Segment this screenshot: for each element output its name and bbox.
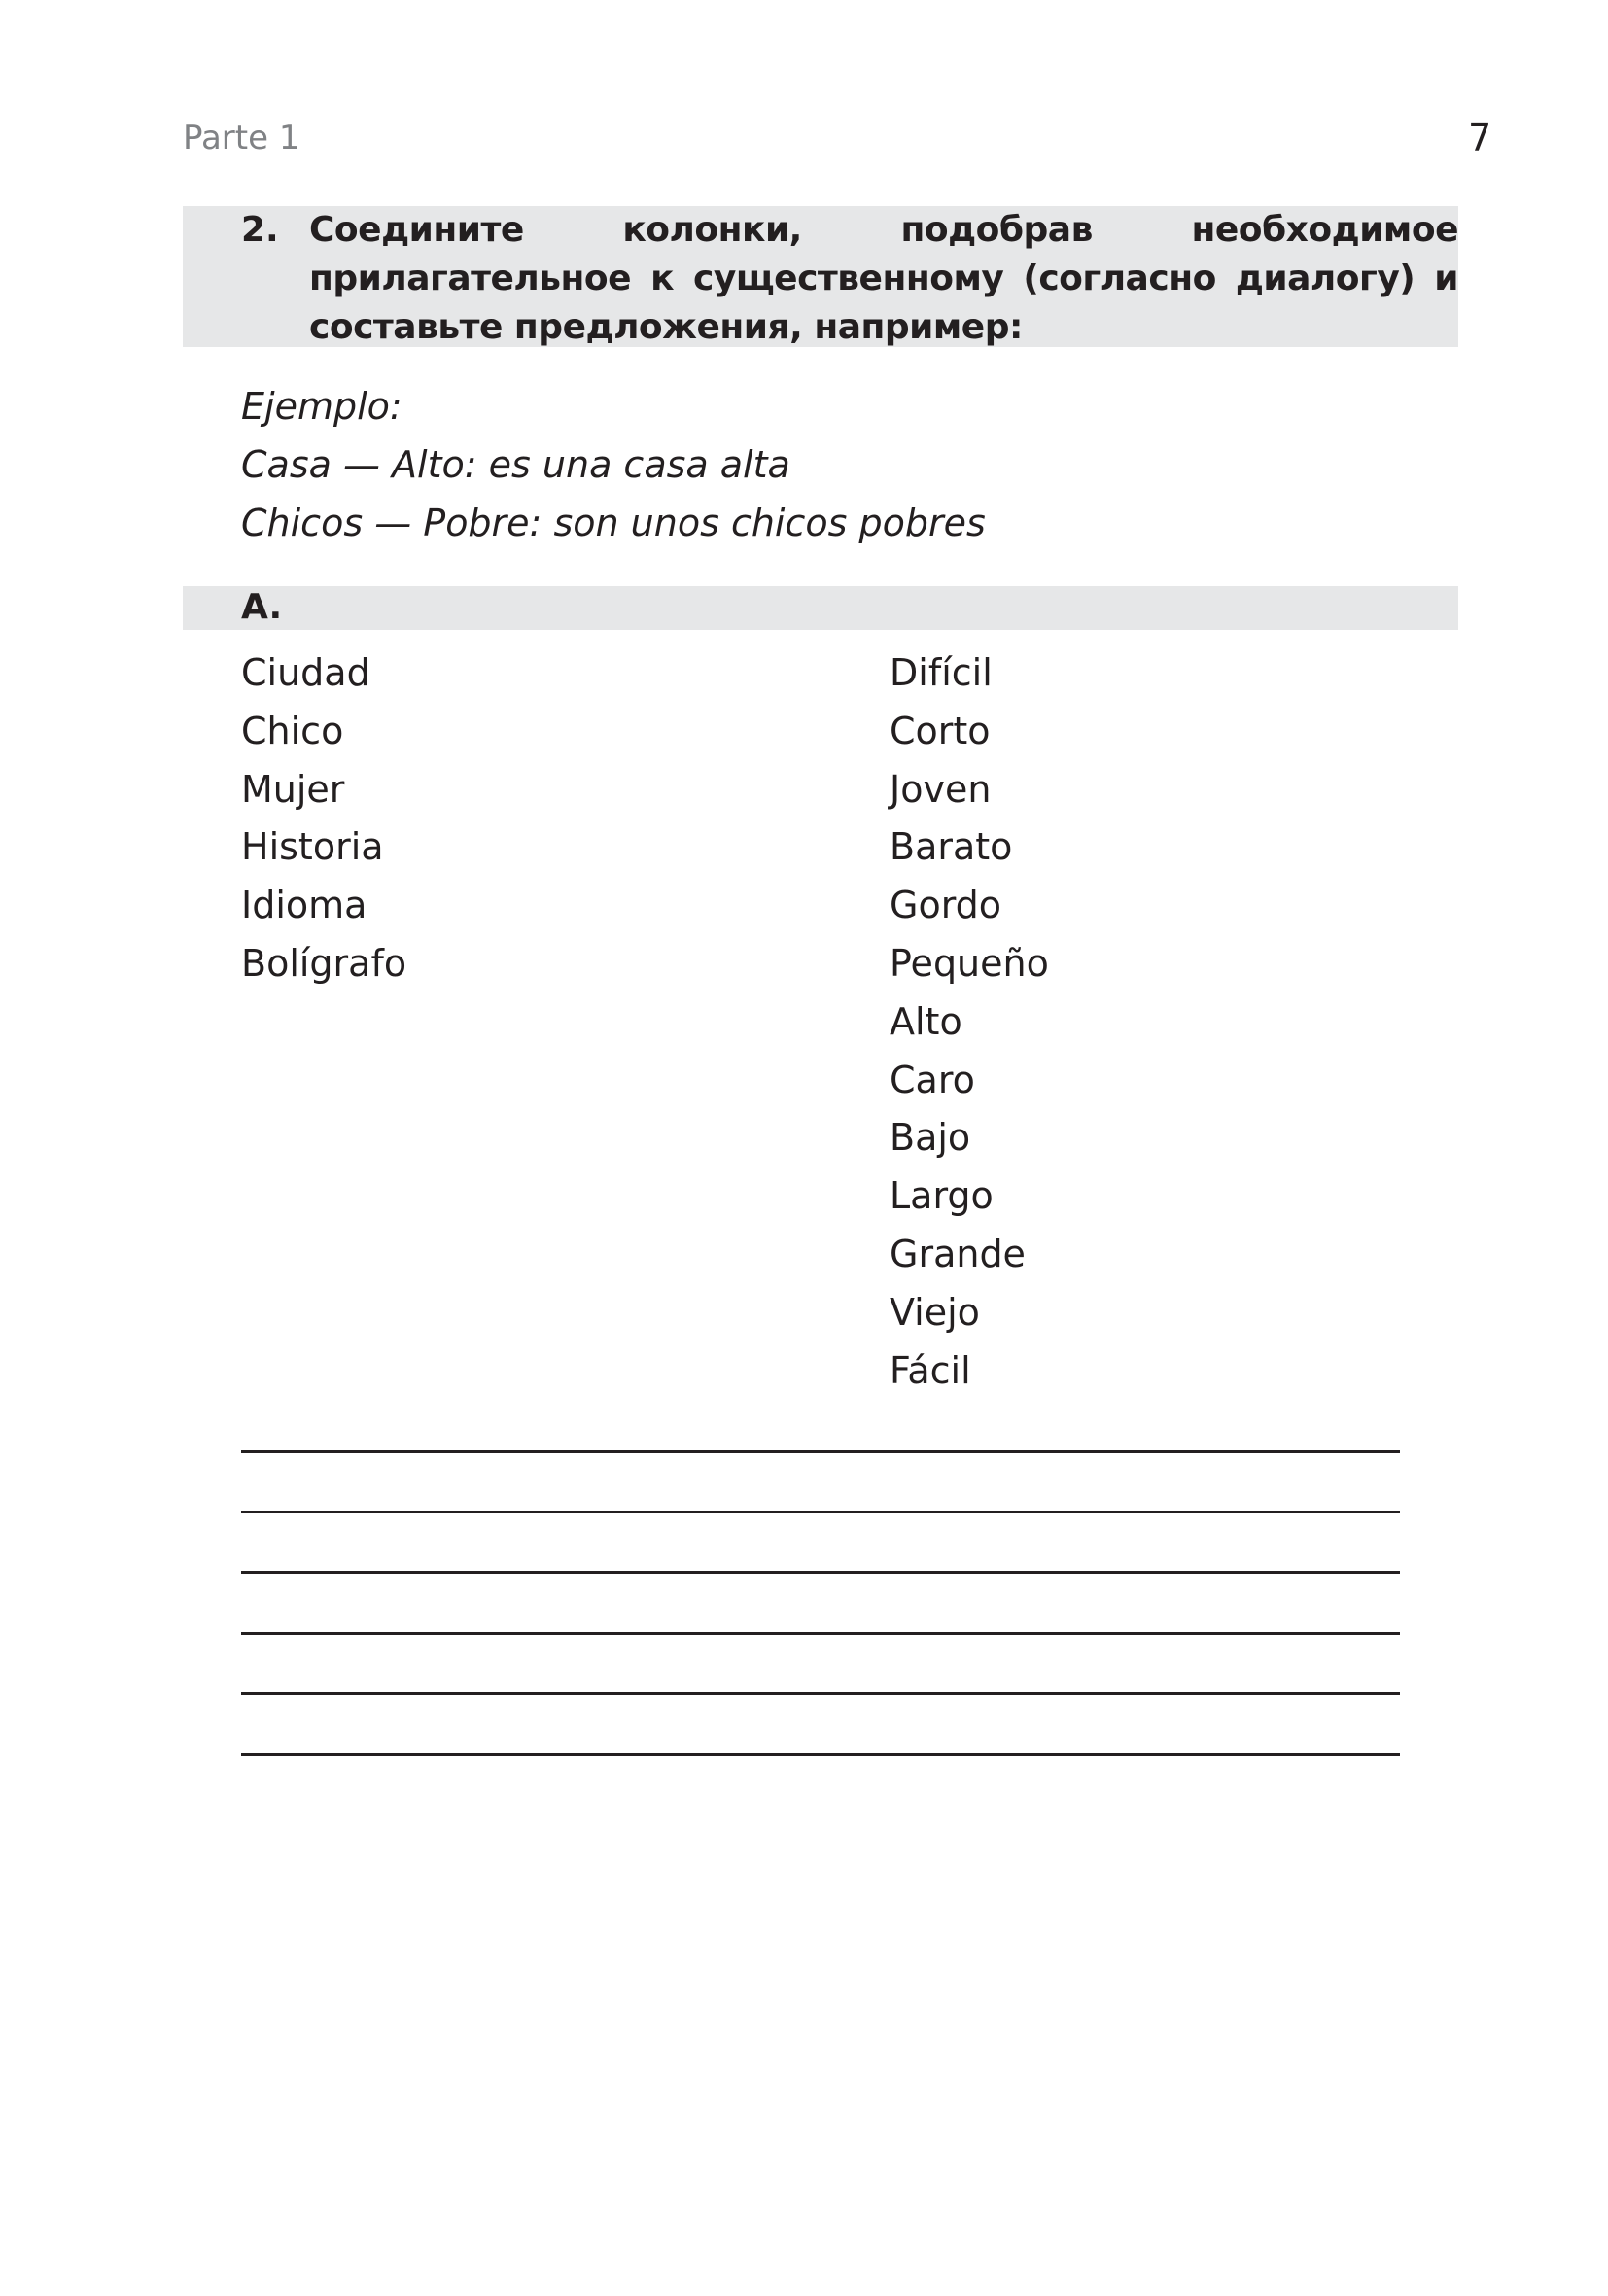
adjective-item: Difícil bbox=[890, 651, 993, 694]
adjective-item: Alto bbox=[890, 999, 962, 1043]
answer-line[interactable] bbox=[241, 1692, 1400, 1695]
adjective-item: Viejo bbox=[890, 1290, 980, 1334]
example-line: Chicos — Pobre: son unos chicos pobres bbox=[241, 502, 986, 544]
example-line: Casa — Alto: es una casa alta bbox=[241, 443, 790, 486]
adjective-item: Joven bbox=[890, 767, 992, 811]
section-label: A. bbox=[241, 587, 283, 627]
example-label: Ejemplo: bbox=[241, 385, 402, 428]
running-header-section: Parte 1 bbox=[183, 119, 300, 157]
answer-line[interactable] bbox=[241, 1571, 1400, 1574]
noun-column bbox=[241, 644, 406, 993]
noun-item: Ciudad bbox=[241, 651, 370, 694]
adjective-item: Caro bbox=[890, 1058, 975, 1101]
adjective-item: Bajo bbox=[890, 1116, 971, 1160]
noun-item: Historia bbox=[241, 825, 384, 869]
adjective-item: Largo bbox=[890, 1174, 994, 1218]
answer-line[interactable] bbox=[241, 1753, 1400, 1756]
task-instruction-text: Соедините колонки, подобрав необходимое прилагательное к существенному (согласно диалогу) и составьте предложения, например: bbox=[309, 210, 1458, 347]
noun-item: Bolígrafo bbox=[241, 941, 407, 985]
adjective-item: Fácil bbox=[890, 1348, 971, 1392]
noun-item: Idioma bbox=[241, 884, 367, 927]
task-instruction-band bbox=[183, 206, 1458, 347]
adjective-item: Barato bbox=[890, 825, 1013, 869]
page-number: 7 bbox=[1468, 117, 1492, 159]
task-number: 2. bbox=[241, 210, 279, 250]
answer-line[interactable] bbox=[241, 1511, 1400, 1513]
answer-line[interactable] bbox=[241, 1632, 1400, 1635]
noun-item: Chico bbox=[241, 709, 344, 752]
adjective-column bbox=[890, 644, 1049, 1400]
adjective-item: Gordo bbox=[890, 884, 1002, 927]
answer-line[interactable] bbox=[241, 1450, 1400, 1453]
adjective-item: Corto bbox=[890, 709, 991, 752]
adjective-item: Grande bbox=[890, 1232, 1026, 1275]
adjective-item: Pequeño bbox=[890, 941, 1049, 985]
example-block bbox=[241, 377, 986, 552]
section-a-band bbox=[183, 586, 1458, 630]
noun-item: Mujer bbox=[241, 767, 345, 811]
